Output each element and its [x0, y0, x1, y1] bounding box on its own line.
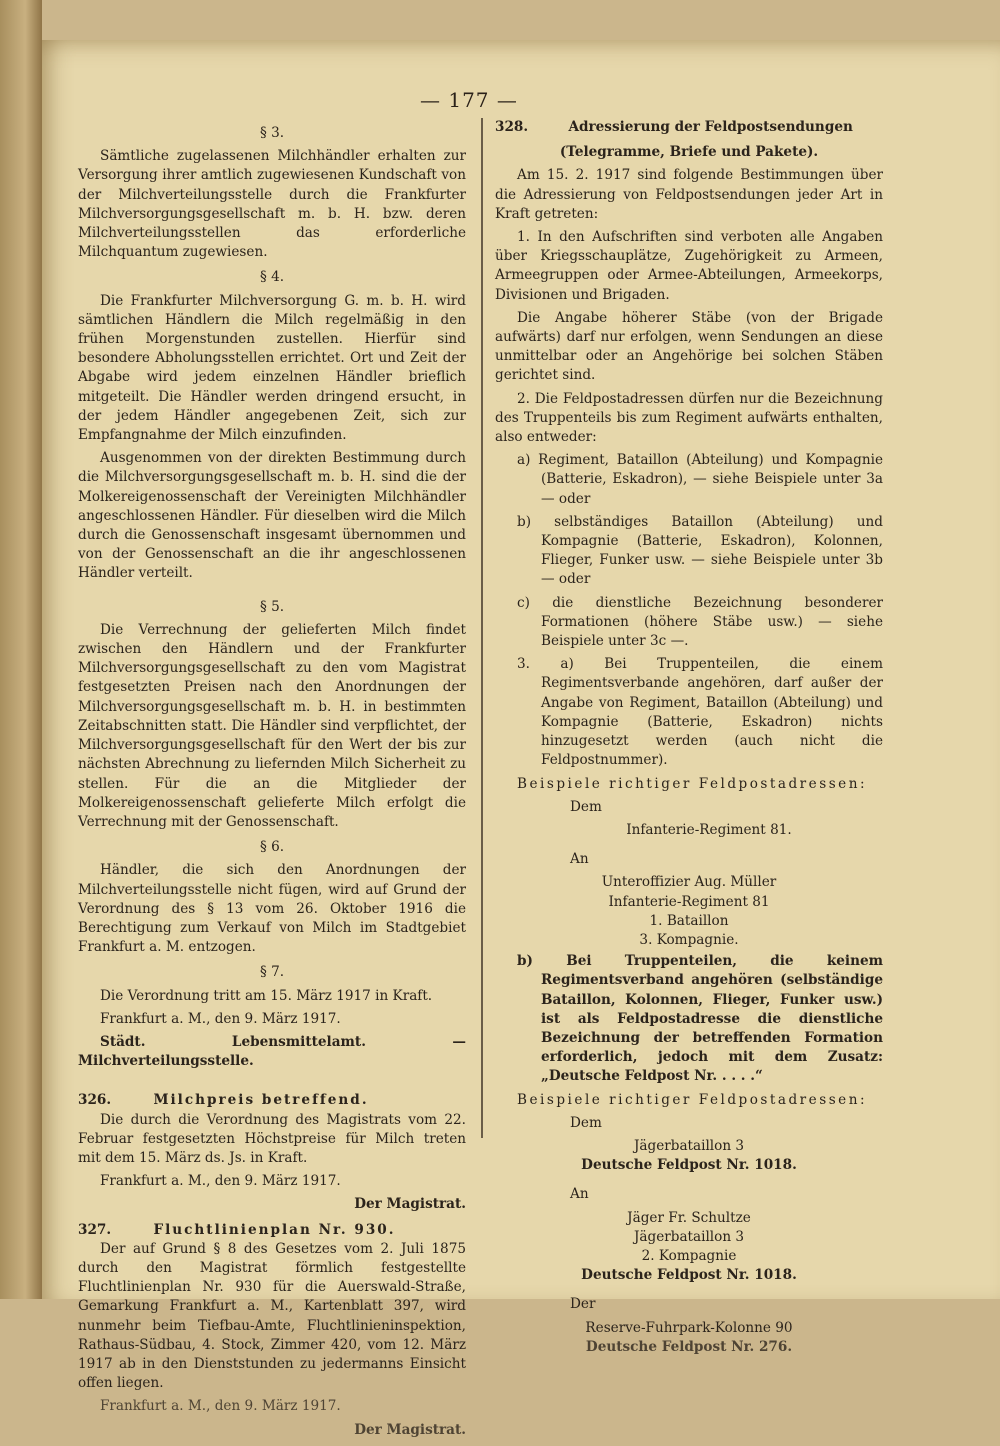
- examples-heading-1: Beispiele richtiger Feldpostadressen:: [517, 775, 868, 792]
- notice-326-title: Milchpreis betreffend.: [153, 1092, 369, 1109]
- example-address-4: [495, 1185, 883, 1285]
- example-4-line-3: 2. Kompagnie: [641, 1247, 737, 1264]
- example-2-line-1: Unteroffizier Aug. Müller: [601, 874, 777, 891]
- section-5-heading: § 5.: [259, 598, 285, 615]
- section-7-heading: § 7.: [259, 964, 285, 981]
- example-4-line-2: Jägerbataillon 3: [633, 1228, 745, 1245]
- example-3-line-2: Deutsche Feldpost Nr. 1018.: [581, 1157, 797, 1174]
- section-6-text: Händler, die sich den Anordnungen der Milchverteilungsstelle nicht fügen, wird auf Grund der Verordnung des § 13 vom 26. Oktober 1916 die Berechtigung zum Verkauf von Milch im Stadtgebiet Frankfurt a. M. entzogen.: [78, 862, 466, 956]
- example-2-line-4: 3. Kompagnie.: [639, 931, 739, 948]
- example-1-line: Infanterie-Regiment 81.: [626, 821, 792, 838]
- example-2-an: An: [570, 851, 589, 868]
- example-address-1: [495, 798, 883, 840]
- notice-326-number: 326.: [78, 1092, 112, 1109]
- section-7-signature: Städt. Lebensmittelamt. — Milchverteilungsstelle.: [78, 1033, 466, 1070]
- notice-326-signature: Der Magistrat.: [354, 1196, 466, 1213]
- section-5-text: Die Verrechnung der gelieferten Milch findet zwischen den Händlern und der Frankfurter Milchversorgungsgesellschaft zu den vom Magistrat festgesetzten Preisen nach den Anordnungen der Milchversorgungsgesellschaft m. b. H. in bestimmten Zeitabschnitten statt. Die Händler sind verpflichtet, der Milchversorgungsgesellschaft für den Wert der bis zur nächsten Abrechnung zu liefernden Milch Sicherheit zu stellen. Für die an die Mitglieder der Molkereigenossenschaft gelieferte Milch erfolgt die Verrechnung mit der Genossenschaft.: [78, 621, 466, 830]
- example-4-line-4: Deutsche Feldpost Nr. 1018.: [581, 1267, 797, 1284]
- rule-2c: c) die dienstliche Bezeichnung besonderer Formationen (höhere Stäbe usw.) — siehe Beispiele unter 3c —.: [517, 594, 883, 650]
- rule-1b: Die Angabe höherer Stäbe (von der Brigade aufwärts) darf nur erfolgen, wenn Sendungen an diese unmittelbar oder an Angehörige bei solchen Stäben gerichtet sind.: [495, 309, 883, 384]
- notice-326-text: Die durch die Verordnung des Magistrats vom 22. Februar festgesetzten Höchstpreise für Milch treten mit dem 15. März ds. Js. in Kraft.: [78, 1111, 466, 1166]
- rule-2a: a) Regiment, Bataillon (Abteilung) und Kompagnie (Batterie, Eskadron), — siehe Beispiele unter 3a — oder: [517, 452, 883, 507]
- left-page-edge: [0, 0, 42, 1299]
- notice-327-text: Der auf Grund § 8 des Gesetzes vom 2. Juli 1875 durch den Magistrat förmlich festgestellte Fluchtlinienplan Nr. 930 für die Auerswald-Straße, Gemarkung Frankfurt a. M., Kartenblatt 397, wird nunmehr beim Tiefbau-Amte, Fluchtlinieninspektion, Rathaus-Südbau, 4. Stock, Zimmer 420, vom 12. März 1917 ab in den Dienststunden zu jedermanns Einsicht offen liegen.: [78, 1240, 466, 1392]
- rule-2: 2. Die Feldpostadressen dürfen nur die Bezeichnung des Truppenteils bis zum Regiment aufwärts enthalten, also entweder:: [495, 390, 883, 446]
- notice-327: [78, 1221, 466, 1440]
- column-divider: [481, 118, 483, 1138]
- notice-327-number: 327.: [78, 1221, 112, 1238]
- example-address-5: [495, 1295, 883, 1357]
- rule-3b: b) Bei Truppenteilen, die keinem Regimentsverband angehören (selbständige Bataillon, Kolonnen, Flieger, Funker usw.) ist als Feldpostadresse die dienstliche Bezeichnung der betreffenden Formation erforderlich, jedoch mit dem Zusatz: „Deutsche Feldpost Nr. . . . .“: [517, 953, 883, 1085]
- notice-327-date: Frankfurt a. M., den 9. März 1917.: [100, 1398, 341, 1415]
- example-4-an: An: [570, 1186, 589, 1203]
- example-2-line-2: Infanterie-Regiment 81: [608, 893, 770, 910]
- right-column: [495, 118, 883, 1359]
- left-column: [78, 118, 466, 1446]
- notice-328-title: Adressierung der Feldpostsendungen: [568, 119, 853, 135]
- notice-328-number: 328.: [495, 119, 529, 135]
- section-4-heading: § 4.: [259, 269, 285, 286]
- page-number: — 177 —: [420, 88, 518, 112]
- rule-2b: b) selbständiges Bataillon (Abteilung) und Kompagnie (Batterie, Eskadron), Kolonnen, Flieger, Funker usw. — siehe Beispiele unter 3b — oder: [517, 513, 883, 588]
- example-3-line-1: Jägerbataillon 3: [633, 1137, 745, 1154]
- examples-heading-2: Beispiele richtiger Feldpostadressen:: [517, 1091, 868, 1108]
- example-address-2: [495, 850, 883, 950]
- example-5-line-2: Deutsche Feldpost Nr. 276.: [585, 1338, 793, 1355]
- section-4-text-1: Die Frankfurter Milchversorgung G. m. b. H. wird sämtlichen Händlern die Milch regelmäßig in den frühen Morgenstunden zustellen. Hierfür sind besondere Abholungsstellen errichtet. Ort und Zeit der Abgabe wird jedem einzelnen Händler brieflich mitgeteilt. Die Händler werden dringend ersucht, in der jedem Händler angegebenen Zeit, sich zur Empfangnahme der Milch einzufinden.: [78, 292, 466, 444]
- notice-326: [78, 1091, 466, 1214]
- section-3-text: Sämtliche zugelassenen Milchhändler erhalten zur Versorgung ihrer amtlich zugewiesenen Kundschaft von der Milchverteilungsstelle durch die Frankfurter Milchversorgungsgesellschaft m. b. H. bzw. deren Milchverteilungsstellen das erforderliche Milchquantum zugewiesen.: [78, 148, 466, 261]
- example-4-line-1: Jäger Fr. Schultze: [627, 1209, 751, 1226]
- section-4-text-2: Ausgenommen von der direkten Bestimmung durch die Milchversorgungsgesellschaft m. b. H. sind die der Molkereigenossenschaft der Vereinigten Milchhändler angeschlossenen Händler. Für dieselben wird die Milch durch die Genossenschaft insgesamt übernommen und von der Genossenschaft an die ihr angeschlossenen Händler verteilt.: [78, 450, 466, 582]
- example-1-dem: Dem: [570, 798, 602, 815]
- example-2-line-3: 1. Bataillon: [649, 912, 729, 929]
- example-address-3: [495, 1114, 883, 1176]
- example-5-der: Der: [570, 1296, 596, 1313]
- notice-327-title: Fluchtlinienplan Nr. 930.: [153, 1221, 396, 1238]
- notice-327-signature: Der Magistrat.: [354, 1421, 466, 1438]
- notice-328-intro: Am 15. 2. 1917 sind folgende Bestimmungen über die Adressierung von Feldpostsendungen jeder Art in Kraft getreten:: [495, 167, 883, 222]
- notice-326-date: Frankfurt a. M., den 9. März 1917.: [100, 1173, 341, 1190]
- example-5-line-1: Reserve-Fuhrpark-Kolonne 90: [585, 1319, 793, 1336]
- section-7-date: Frankfurt a. M., den 9. März 1917.: [100, 1010, 341, 1027]
- section-3-heading: § 3.: [259, 125, 285, 141]
- rule-1: 1. In den Aufschriften sind verboten alle Angaben über Kriegsschauplätze, Zugehörigkeit zu Armeen, Armeegruppen oder Armee-Abteilungen, Armeekorps, Divisionen und Brigaden.: [495, 229, 883, 303]
- section-7-text: Die Verordnung tritt am 15. März 1917 in Kraft.: [100, 987, 433, 1004]
- notice-328-subtitle: (Telegramme, Briefe und Pakete).: [559, 144, 819, 161]
- section-6-heading: § 6.: [259, 839, 285, 856]
- example-3-dem: Dem: [570, 1114, 602, 1131]
- rule-3a: 3. a) Bei Truppenteilen, die einem Regimentsverbande angehören, darf außer der Angabe von Regiment, Bataillon (Abteilung) und Kompagnie (Batterie, Eskadron) nichts hinzugesetzt werden (auch nicht die Feldpostnummer).: [517, 656, 883, 769]
